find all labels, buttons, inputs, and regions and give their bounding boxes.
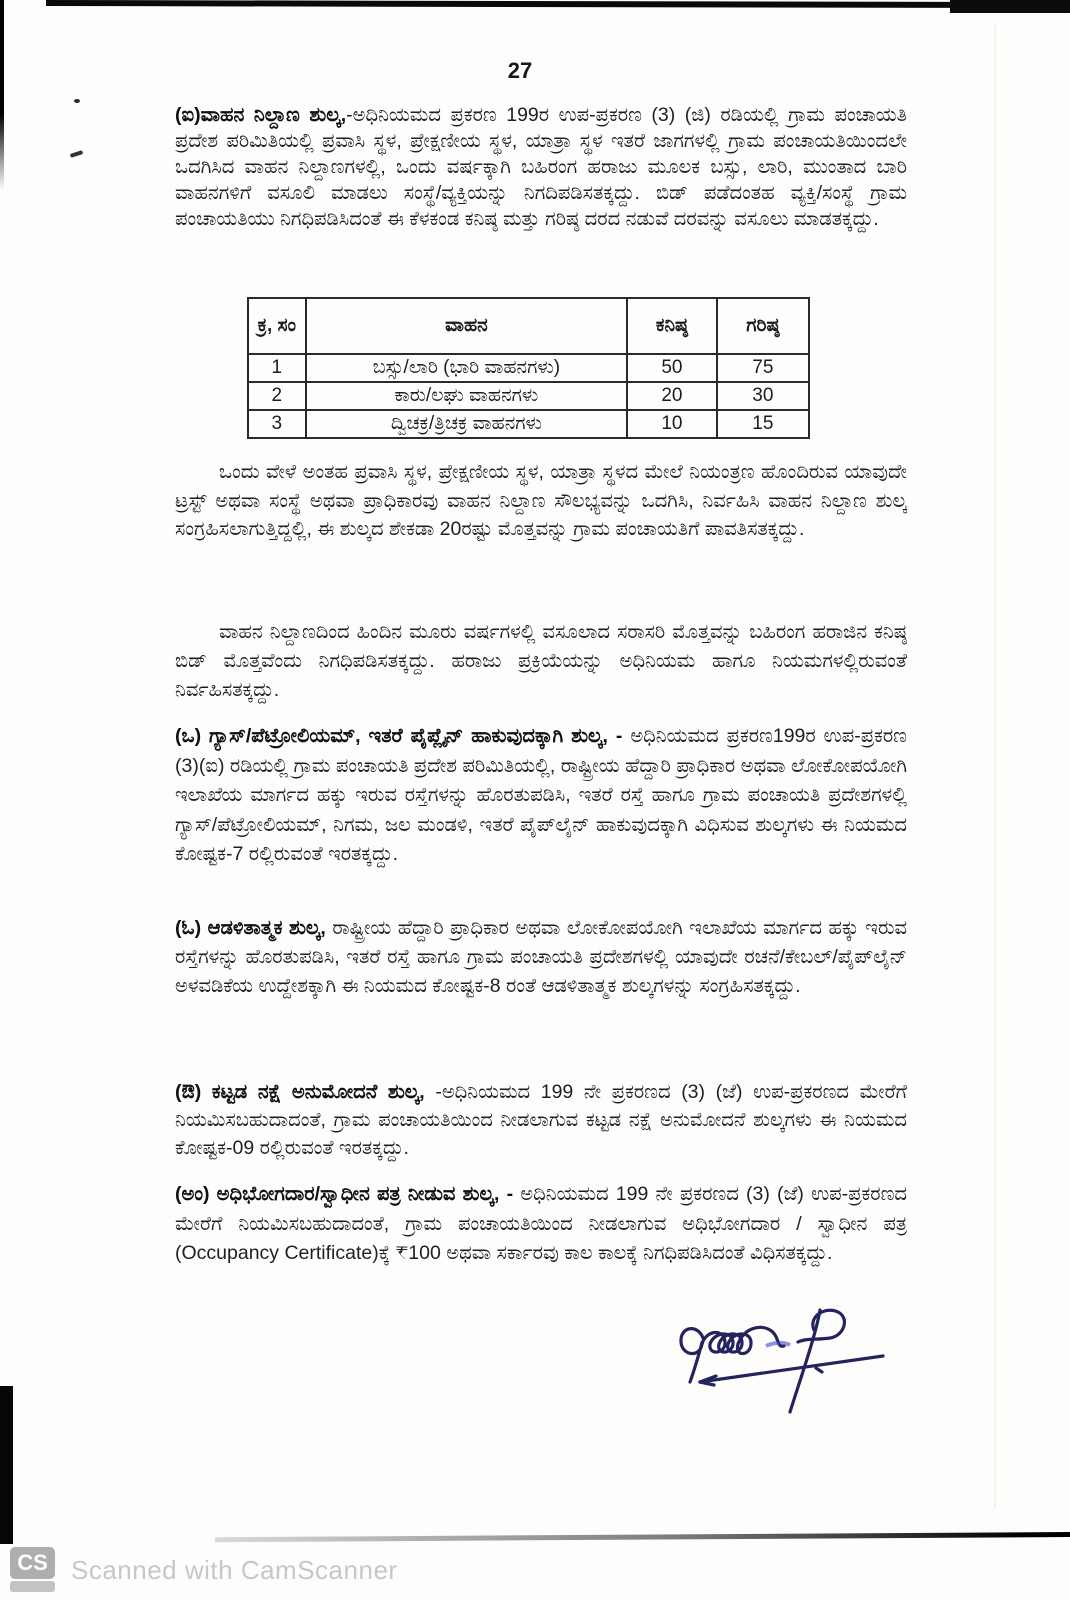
paragraph-administrative-fee (175, 914, 907, 1062)
paragraph-administrative-fee-body: ರಾಷ್ಟ್ರೀಯ ಹೆದ್ದಾರಿ ಪ್ರಾಧಿಕಾರ ಅಥವಾ ಲೋಕೋಪಯೋಗಿ ಇಲಾಖೆಯ ಮಾರ್ಗದ ಹಕ್ಕು ಇರುವ ರಸ್ತೆಗಳನ್ನು ಹೊರತುಪಡಿಸಿ, ಇತರೆ ರಸ್ತೆ ಹಾಗೂ ಗ್ರಾಮ ಪಂಚಾಯತಿ ಪ್ರದೇಶಗಳಲ್ಲಿ ಯಾವುದೇ ರಚನೆ/ಕೇಬಲ್/ಪೈಪ್‌ಲೈನ್ ಅಳವಡಿಕೆಯ ಉದ್ದೇಶಕ್ಕಾಗಿ ಈ ನಿಯಮದ ಕೋಷ್ಟಕ-8 ರಂತೆ ಆಡಳಿತಾತ್ಮಕ ಶುಲ್ಕಗಳನ್ನು ಸಂಗ್ರಹಿಸತಕ್ಕದ್ದು. (175, 917, 907, 997)
scan-edge-left-top (0, 0, 4, 190)
table-header-row (248, 298, 809, 354)
cell-serial: 3 (248, 410, 306, 438)
paragraph-auction-bid-body: ವಾಹನ ನಿಲ್ದಾಣದಿಂದ ಹಿಂದಿನ ಮೂರು ವರ್ಷಗಳಲ್ಲಿ ವಸೂಲಾದ ಸರಾಸರಿ ಮೊತ್ತವನ್ನು ಬಹಿರಂಗ ಹರಾಜಿನ ಕನಿಷ್ಠ ಬಿಡ್ ಮೊತ್ತವೆಂದು ನಿಗಧಿಪಡಿಸತಕ್ಕದ್ದು. ಹರಾಜು ಪ್ರಕ್ರಿಯೆಯನ್ನು ಅಧಿನಿಯಮ ಹಾಗೂ ನಿಯಮಗಳಲ್ಲಿರುವಂತೆ ನಿರ್ವಹಿಸತಕ್ಕದ್ದು. (175, 621, 907, 701)
paragraph-gas-pipeline-fee-body: ಅಧಿನಿಯಮದ ಪ್ರಕರಣ199ರ ಉಪ-ಪ್ರಕರಣ (3)(ಐ) ರಡಿಯಲ್ಲಿ ಗ್ರಾಮ ಪಂಚಾಯತಿ ಪ್ರದೇಶ ಪರಿಮಿತಿಯಲ್ಲಿ, ರಾಷ್ಟ್ರೀಯ ಹೆದ್ದಾರಿ ಪ್ರಾಧಿಕಾರ ಅಥವಾ ಲೋಕೋಪಯೋಗಿ ಇಲಾಖೆಯ ಮಾರ್ಗದ ಹಕ್ಕು ಇರುವ ರಸ್ತೆಗಳನ್ನು ಹೊರತುಪಡಿಸಿ, ಇತರೆ ರಸ್ತೆ ಹಾಗೂ ಗ್ರಾಮ ಪಂಚಾಯತಿ ಪ್ರದೇಶಗಳಲ್ಲಿ ಗ್ಯಾಸ್/ಪೆಟ್ರೋಲಿಯಮ್, ನಿಗಮ, ಜಲ ಮಂಡಳಿ, ಇತರೆ ಪೈಪ್‌ಲೈನ್ ಹಾಕುವುದಕ್ಕಾಗಿ ವಿಧಿಸುವ ಶುಲ್ಕಗಳು ಈ ನಿಯಮದ ಕೋಷ್ಟಕ-7 ರಲ್ಲಿರುವಂತೆ ಇರತಕ್ಕದ್ದು. (175, 725, 907, 865)
cell-serial: 2 (248, 382, 306, 410)
cell-serial: 1 (248, 354, 306, 382)
cell-vehicle: ಕಾರು/ಲಘು ವಾಹನಗಳು (306, 382, 628, 410)
cell-vehicle: ದ್ವಿಚಕ್ರ/ತ್ರಿಚಕ್ರ ವಾಹನಗಳು (306, 410, 628, 438)
paragraph-auction-bid (175, 618, 907, 708)
paragraph-occupancy-certificate-fee (175, 1180, 907, 1298)
paragraph-vehicle-parking-fee-body: -ಅಧಿನಿಯಮದ ಪ್ರಕರಣ 199ರ ಉಪ-ಪ್ರಕರಣ (3) (ಜಿ) ರಡಿಯಲ್ಲಿ ಗ್ರಾಮ ಪಂಚಾಯತಿ ಪ್ರದೇಶ ಪರಿಮಿತಿಯಲ್ಲಿ ಪ್ರವಾಸಿ ಸ್ಥಳ, ಪ್ರೇಕ್ಷಣೀಯ ಸ್ಥಳ, ಯಾತ್ರಾ ಸ್ಥಳ ಇತರೆ ಜಾಗಗಳಲ್ಲಿ ಗ್ರಾಮ ಪಂಚಾಯತಿಯಿಂದಲೇ ಒದಗಿಸಿದ ವಾಹನ ನಿಲ್ದಾಣಗಳಲ್ಲಿ, ಒಂದು ವರ್ಷಕ್ಕಾಗಿ ಬಹಿರಂಗ ಹರಾಜು ಮೂಲಕ ಬಸ್ಸು, ಲಾರಿ, ಮುಂತಾದ ಬಾರಿ ವಾಹನಗಳಿಗೆ ವಸೂಲಿ ಮಾಡಲು ಸಂಸ್ಥೆ/ವ್ಯಕ್ತಿಯನ್ನು ನಿಗದಿಪಡಿಸತಕ್ಕದ್ದು. ಬಿಡ್ ಪಡೆದಂತಹ ವ್ಯಕ್ತಿ/ಸಂಸ್ಥೆ ಗ್ರಾಮ ಪಂಚಾಯತಿಯು ನಿಗಧಿಪಡಿಸಿದಂತೆ ಈ ಕೆಳಕಂಡ ಕನಿಷ್ಠ ಮತ್ತು ಗರಿಷ್ಠ ದರದ ನಡುವೆ ದರವನ್ನು ವಸೂಲು ಮಾಡತಕ್ಕದ್ದು. (175, 104, 907, 230)
cell-maximum: 75 (717, 354, 809, 382)
camscanner-watermark-text: Scanned with CamScanner (71, 1554, 398, 1585)
vehicle-fee-table (247, 297, 810, 439)
camscanner-logo-icon (10, 1547, 55, 1594)
cell-maximum: 15 (717, 410, 809, 438)
paragraph-building-plan-fee-body: -ಅಧಿನಿಯಮದ 199 ನೇ ಪ್ರಕರಣದ (3) (ಜೆ) ಉಪ-ಪ್ರಕರಣದ ಮೇರೆಗೆ ನಿಯಮಿಸಬಹುದಾದಂತೆ, ಗ್ರಾಮ ಪಂಚಾಯತಿಯಿಂದ ನೀಡಲಾಗುವ ಕಟ್ಟಡ ನಕ್ಷೆ ಅನುಮೋದನೆ ಶುಲ್ಕಗಳು ಈ ನಿಯಮದ ಕೋಷ್ಟಕ-09 ರಲ್ಲಿರುವಂತೆ ಇರತಕ್ಕದ್ದು. (175, 1081, 907, 1159)
header-serial-number: ಕ್ರ, ಸಂ (248, 298, 306, 354)
camscanner-footer (10, 1545, 398, 1595)
scan-edge-left-bottom (0, 1386, 13, 1544)
margin-tick-mark (70, 150, 84, 158)
header-minimum: ಕನಿಷ್ಠ (627, 298, 716, 354)
cell-vehicle: ಬಸ್ಸು/ಲಾರಿ (ಭಾರಿ ವಾಹನಗಳು) (306, 354, 628, 382)
page-number: 27 (507, 58, 533, 83)
camscanner-logo-letters: CS (10, 1547, 55, 1579)
paragraph-trust-share-body: ಒಂದು ವೇಳೆ ಅಂತಹ ಪ್ರವಾಸಿ ಸ್ಥಳ, ಪ್ರೇಕ್ಷಣೀಯ ಸ್ಥಳ, ಯಾತ್ರಾ ಸ್ಥಳದ ಮೇಲೆ ನಿಯಂತ್ರಣ ಹೊಂದಿರುವ ಯಾವುದೇ ಟ್ರಸ್ಟ್ ಅಥವಾ ಸಂಸ್ಥೆ ಅಥವಾ ಪ್ರಾಧಿಕಾರವು ವಾಹನ ನಿಲ್ದಾಣ ಸೌಲಭ್ಯವನ್ನು ಒದಗಿಸಿ, ನಿರ್ವಹಿಸಿ ವಾಹನ ನಿಲ್ದಾಣ ಶುಲ್ಕ ಸಂಗ್ರಹಿಸಲಾಗುತ್ತಿದ್ದಲ್ಲಿ, ಈ ಶುಲ್ಕದ ಶೇಕಡಾ 20ರಷ್ಟು ಮೊತ್ತವನ್ನು ಗ್ರಾಮ ಪಂಚಾಯತಿಗೆ ಪಾವತಿಸತಕ್ಕದ್ದು. (175, 461, 907, 540)
scan-crease (994, 24, 996, 1509)
cell-minimum: 50 (627, 354, 716, 382)
paragraph-building-plan-fee (175, 1078, 907, 1166)
paragraph-administrative-fee-heading: (ಓ) ಆಡಳಿತಾತ್ಮಕ ಶುಲ್ಕ, (175, 917, 326, 939)
margin-dot-mark (74, 99, 80, 103)
header-vehicle: ವಾಹನ (306, 298, 628, 354)
cell-minimum: 20 (627, 382, 716, 410)
paragraph-gas-pipeline-fee (175, 722, 907, 898)
scan-edge-bottom (215, 1532, 1070, 1542)
camscanner-logo-tab (10, 1581, 55, 1592)
table-row (248, 410, 809, 438)
paragraph-vehicle-parking-fee (175, 102, 907, 284)
cell-minimum: 10 (627, 410, 716, 438)
paragraph-trust-share (175, 458, 907, 604)
paragraph-occupancy-certificate-fee-heading: (ಅಂ) ಅಧಿಭೋಗದಾರ/ಸ್ವಾಧೀನ ಪತ್ರ ನೀಡುವ ಶುಲ್ಕ, - (175, 1183, 514, 1205)
scan-edge-top (46, 0, 1070, 8)
scan-edge-top-right (950, 0, 1070, 13)
cell-maximum: 30 (717, 382, 809, 410)
paragraph-occupancy-certificate-fee-body: ಅಧಿನಿಯಮದ 199 ನೇ ಪ್ರಕರಣದ (3) (ಜೆ) ಉಪ-ಪ್ರಕರಣದ ಮೇರೆಗೆ ನಿಯಮಿಸಬಹುದಾದಂತೆ, ಗ್ರಾಮ ಪಂಚಾಯತಿಯಿಂದ ನೀಡಲಾಗುವ ಅಧಿಭೋಗದಾರ / ಸ್ವಾಧೀನ ಪತ್ರ (Occupancy Certificate)ಕ್ಕೆ ₹100 ಅಥವಾ ಸರ್ಕಾರವು ಕಾಲ ಕಾಲಕ್ಕೆ ನಿಗಧಿಪಡಿಸಿದಂತೆ ವಿಧಿಸತಕ್ಕದ್ದು. (175, 1183, 907, 1264)
table-row (248, 354, 809, 382)
table-row (248, 382, 809, 410)
header-maximum: ಗರಿಷ್ಠ (717, 298, 809, 354)
paragraph-building-plan-fee-heading: (ಔ) ಕಟ್ಟಡ ನಕ್ಷೆ ಅನುಮೋದನೆ ಶುಲ್ಕ, (175, 1081, 425, 1103)
signature (648, 1290, 903, 1415)
paragraph-gas-pipeline-fee-heading: (ಒ) ಗ್ಯಾಸ್/ಪೆಟ್ರೋಲಿಯಮ್, ಇತರೆ ಪೈಪ್ಲೈನ್ ಹಾಕುವುದಕ್ಕಾಗಿ ಶುಲ್ಕ, - (175, 725, 623, 747)
paragraph-vehicle-parking-fee-heading: (ಐ)ವಾಹನ ನಿಲ್ದಾಣ ಶುಲ್ಕ, (175, 104, 347, 126)
